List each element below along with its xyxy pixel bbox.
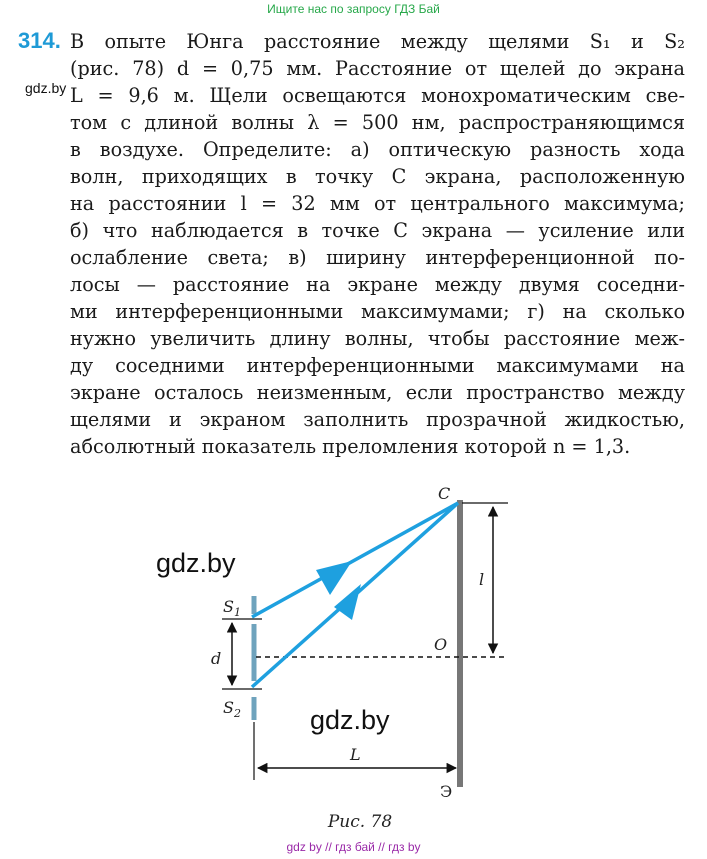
label-s2-sub: 2 — [233, 707, 241, 720]
figure-caption: Рис. 78 — [327, 812, 393, 832]
problem-line-10: лосы — расстояние на экране между двумя соседни- — [70, 273, 685, 296]
watermark-figure-2: gdz.by — [310, 705, 390, 735]
label-L: L — [350, 745, 361, 764]
problem-line-5: в воздухе. Определите: а) оптическую разность хода — [70, 138, 685, 161]
problem-line-13: ду соседними интерференционными максимумами на — [70, 354, 685, 377]
problem-line-8: б) что наблюдается в точке C экрана — усиление или — [70, 219, 685, 242]
problem-line-12: нужно увеличить длину волны, чтобы расстояние меж- — [70, 327, 685, 350]
problem-line-14: экране осталось неизменным, если пространство между — [70, 381, 685, 404]
watermark-side: gdz.by — [25, 80, 67, 96]
label-s1-letter: S — [223, 597, 234, 616]
problem-line-7: на расстоянии l = 32 мм от центрального максимума; — [70, 192, 685, 215]
top-banner[interactable]: Ищите нас по запросу ГДЗ Бай — [267, 2, 440, 16]
label-s1-sub: 1 — [233, 606, 241, 619]
watermark-figure-1: gdz.by — [156, 548, 236, 578]
bottom-banner[interactable]: gdz by // гдз бай // гдз by — [286, 840, 421, 854]
label-c: C — [438, 484, 451, 503]
problem-line-11: ми интерференционными максимумами; г) на сколько — [70, 300, 685, 323]
label-s1 — [223, 597, 241, 619]
ray-s2-arrowhead — [334, 584, 361, 620]
problem-line-9: ослабление света; в) ширину интерференционной по- — [70, 246, 685, 269]
problem-line-2: (рис. 78) d = 0,75 мм. Расстояние от щелей до экрана — [70, 57, 685, 80]
problem-line-1: В опыте Юнга расстояние между щелями S₁ и S₂ — [70, 30, 685, 53]
ray-s1-arrowhead — [316, 561, 352, 595]
problem-line-16: абсолютный показатель преломления которой n = 1,3. — [70, 435, 631, 458]
problem-number: 314. — [18, 28, 61, 53]
problem-line-6: волн, приходящих в точку C экрана, расположенную — [70, 165, 685, 188]
label-o: O — [434, 635, 448, 654]
problem-line-4: том с длиной волны λ = 500 нм, распространяющимся — [70, 111, 685, 134]
label-screen: Э — [440, 782, 453, 801]
label-d: d — [211, 649, 222, 668]
label-s2-letter: S — [223, 698, 234, 717]
label-s2 — [223, 698, 241, 720]
problem-line-15: щелями и экраном заполнить прозрачной жидкостью, — [70, 408, 685, 431]
problem-line-3: L = 9,6 м. Щели освещаются монохроматическим све- — [70, 84, 685, 107]
label-l: l — [479, 570, 485, 589]
